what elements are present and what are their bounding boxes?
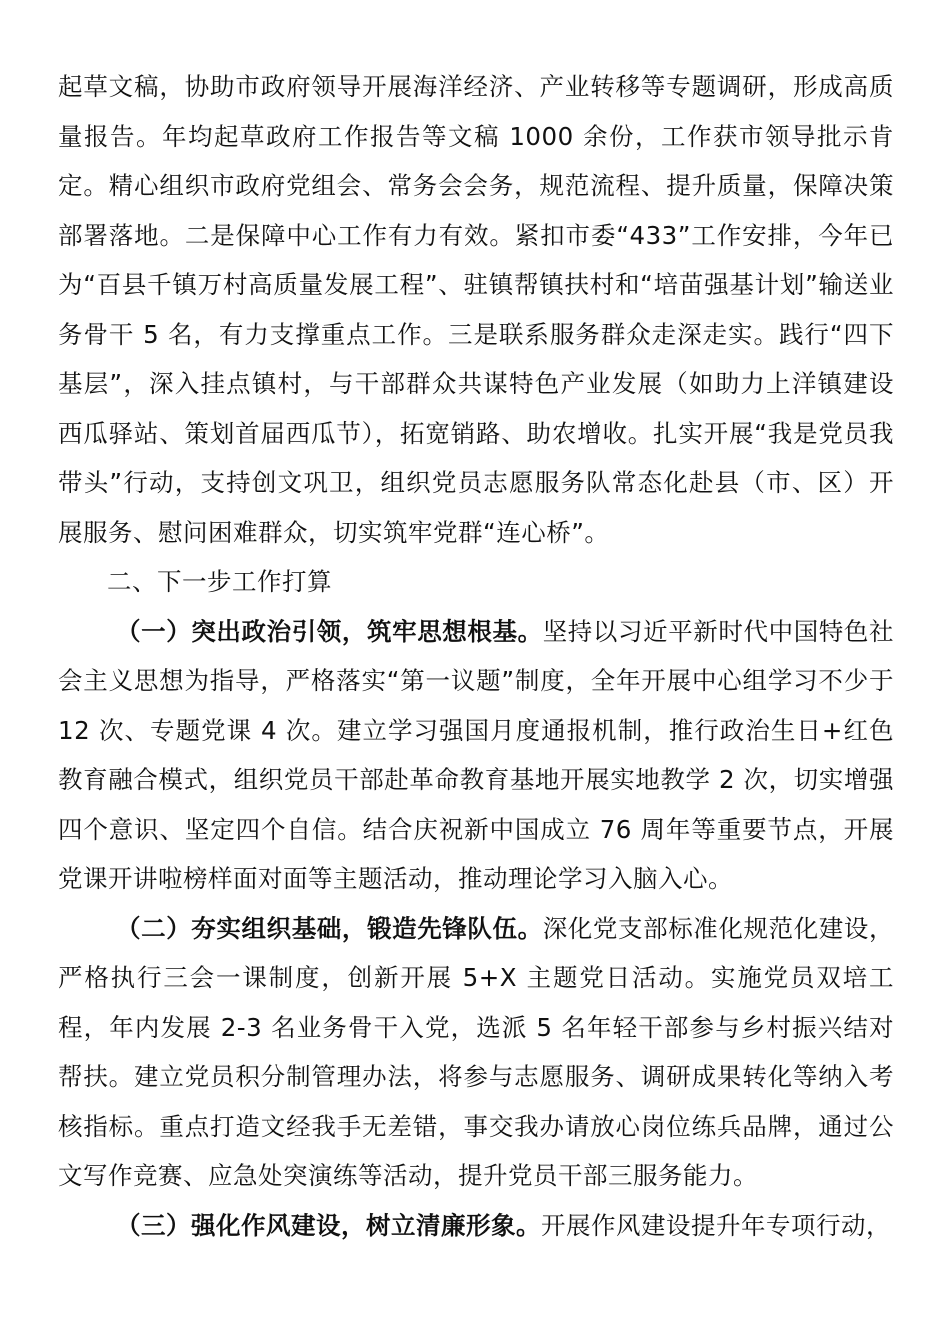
item-body-1: 坚持以习近平新时代中国特色社会主义思想为指导，严格落实“第一议题”制度，全年开展中心组学习不少于 12 次、专题党课 4 次。建立学习强国月度通报机制，推行政治生日+红色教育融合模式，组织党员干部赴革命教育基地开展实地教学 2 次，切实增强四个意识、坚定四个自信。结合庆祝新中国成立 76 周年等重要节点，开展党课开讲啦榜样面对面等主题活动，推动理论学习入脑入心。 [58, 616, 895, 893]
item-heading-3: （三）强化作风建设，树立清廉形象。 [116, 1210, 541, 1240]
section-heading: 二、下一步工作打算 [107, 567, 332, 596]
item-paragraph-3 [58, 1201, 894, 1251]
item-heading-1: （一）突出政治引领，筑牢思想根基。 [116, 616, 543, 646]
item-heading-2: （二）夯实组织基础，锻造先锋队伍。 [116, 913, 543, 943]
item-body-2: 深化党支部标准化规范化建设，严格执行三会一课制度，创新开展 5+X 主题党日活动。实施党员双培工程，年内发展 2-3 名业务骨干入党，选派 5 名年轻干部参与乡村振兴结对帮扶。建立党员积分制管理办法，将参与志愿服务、调研成果转化等纳入考核指标。重点打造文经我手无差错，事交我办请放心岗位练兵品牌，通过公文写作竞赛、应急处突演练等活动，提升党员干部三服务能力。 [58, 913, 895, 1190]
item-paragraph-1 [58, 607, 894, 904]
item-body-3: 开展作风建设提升年专项行动， [541, 1210, 891, 1240]
document-body [58, 62, 894, 1250]
item-paragraph-2 [58, 904, 894, 1201]
paragraph-continued: 起草文稿，协助市政府领导开展海洋经济、产业转移等专题调研，形成高质量报告。年均起草政府工作报告等文稿 1000 余份，工作获市领导批示肯定。精心组织市政府党组会、常务会会务，规范流程、提升质量，保障决策部署落地。二是保障中心工作有力有效。紧扣市委“433”工作安排，今年已为“百县千镇万村高质量发展工程”、驻镇帮镇扶村和“培苗强基计划”输送业务骨干 5 名，有力支撑重点工作。三是联系服务群众走深走实。践行“四下基层”，深入挂点镇村，与干部群众共谋特色产业发展（如助力上洋镇建设西瓜驿站、策划首届西瓜节），拓宽销路、助农增收。扎实开展“我是党员我带头”行动，支持创文巩卫，组织党员志愿服务队常态化赴县（市、区）开展服务、慰问困难群众，切实筑牢党群“连心桥”。 [58, 72, 894, 547]
